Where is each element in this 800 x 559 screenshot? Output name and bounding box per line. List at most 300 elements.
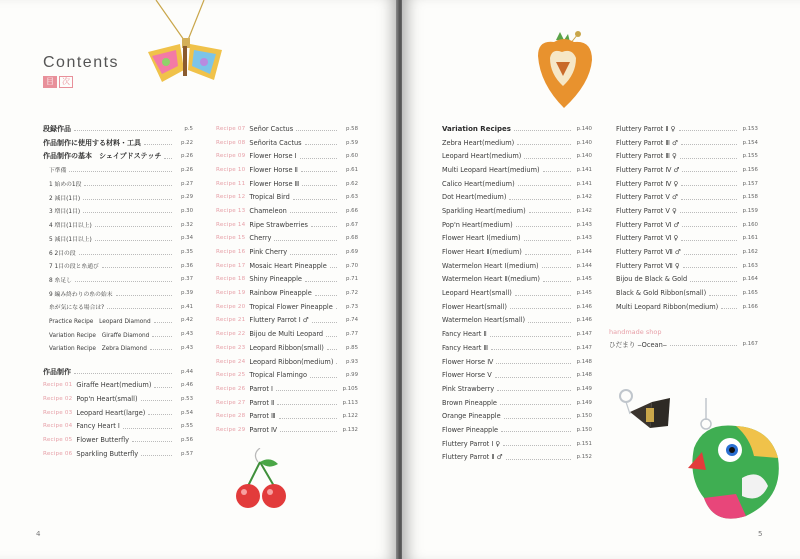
toc-page-number: p.145 [576,276,592,283]
toc-entry[interactable] [442,409,592,423]
toc-entry[interactable] [442,451,592,465]
leader-dots [312,322,337,323]
toc-entry[interactable] [442,327,592,341]
toc-entry[interactable] [442,163,592,177]
leader-dots [305,144,337,145]
toc-entry[interactable] [43,327,193,341]
leader-dots [490,336,571,337]
toc-page-number: p.85 [346,344,358,351]
toc-page-number: p.42 [181,317,193,324]
leader-dots [123,428,172,429]
toc-entry[interactable] [216,382,358,396]
leader-dots [681,240,737,241]
leader-dots [300,158,337,159]
toc-entry[interactable] [43,286,193,300]
toc-entry-title: Flower Horse Ⅱ [249,165,298,174]
recipe-number: Recipe 24 [216,358,246,365]
leader-dots [336,363,337,364]
leader-dots [302,185,337,186]
leader-dots [75,281,172,282]
leader-dots [148,414,172,415]
toc-entry-title: Parrot Ⅰ [249,384,273,393]
leader-dots [274,240,337,241]
toc-entry[interactable] [442,355,592,369]
leader-dots [528,322,571,323]
leader-dots [116,295,173,296]
toc-page-number: p.149 [576,399,592,406]
recipe-number: Recipe 28 [216,413,246,420]
toc-page-number: p.26 [181,153,193,160]
toc-page-number: p.99 [346,372,358,379]
toc-page-number: p.59 [346,139,358,146]
toc-entry[interactable] [216,245,358,259]
toc-entry-title: 作品制作に使用する材料・工具 [43,138,141,147]
toc-entry-title: Pop'n Heart(medium) [442,220,513,229]
toc-entry-title: Brown Pineapple [442,398,497,407]
toc-entry-title: 段録作品 [43,124,71,133]
toc-entry[interactable] [43,190,193,204]
toc-entry[interactable] [43,259,193,273]
leader-dots [503,445,571,446]
toc-entry[interactable] [442,245,592,259]
toc-entry[interactable] [442,232,592,246]
toc-entry-title: Black & Gold Ribbon(small) [616,289,707,298]
toc-page-number: p.158 [742,194,758,201]
toc-page-number: p.61 [346,166,358,173]
toc-entry[interactable] [442,286,592,300]
toc-page-number: p.36 [181,262,193,269]
leader-dots [721,308,737,309]
toc-entry-title: Chameleon [249,206,287,215]
toc-page-number: p.162 [742,249,758,256]
leader-dots [506,459,571,460]
leader-dots [684,254,737,255]
toc-page-number: p.62 [346,180,358,187]
toc-entry[interactable] [616,286,758,300]
toc-entry-title: Parrot Ⅱ [249,398,275,407]
toc-page-number: p.69 [346,249,358,256]
leader-dots [74,373,172,374]
toc-entry[interactable] [442,218,592,232]
toc-entry[interactable] [43,136,193,150]
leader-dots [141,400,172,401]
toc-entry[interactable] [216,396,358,410]
leader-dots [491,349,571,350]
toc-entry-title: Fluttery Parrot Ⅶ ♂ [616,248,681,257]
toc-entry-title: Fluttery Parrot Ⅳ ♀ [616,179,679,188]
toc-entry[interactable] [43,245,193,259]
toc-page-number: p.140 [576,125,592,132]
leader-dots [514,130,571,131]
toc-entry-title: Flower Horse Ⅲ [249,179,300,188]
leader-dots [524,158,571,159]
toc-entry[interactable] [216,177,358,191]
recipe-number: Recipe 17 [216,262,246,269]
toc-entry[interactable] [43,419,193,433]
toc-page-number: p.155 [742,153,758,160]
toc-page-number: p.113 [342,399,358,406]
toc-entry-title: Multi Leopard Ribbon(medium) [616,302,719,311]
parrot-pendant-image [684,398,794,528]
toc-entry[interactable] [616,149,758,163]
toc-page-number: p.22 [181,139,193,146]
toc-entry[interactable] [616,163,758,177]
toc-entry[interactable] [43,378,193,392]
leader-dots [543,171,571,172]
toc-page-number: p.142 [576,194,592,201]
leader-dots [525,254,571,255]
toc-entry-title: Bijou de Black & Gold [616,275,688,284]
toc-page-number: p.5 [184,125,193,132]
toc-entry[interactable] [216,300,358,314]
toc-entry-title: 作品制作 [43,367,71,376]
toc-entry-title: Fluttery Parrot Ⅰ ♀ [442,439,501,448]
leader-dots [315,295,337,296]
toc-page-number: p.160 [742,221,758,228]
toc-entry[interactable] [616,190,758,204]
toc-column-left-1 [43,122,193,461]
toc-entry-title: Multi Leopard Heart(medium) [442,165,540,174]
toc-entry[interactable] [216,218,358,232]
toc-entry[interactable] [43,392,193,406]
toc-entry-title: 6 2目の段 [49,250,76,257]
toc-entry[interactable] [442,136,592,150]
toc-entry[interactable] [216,204,358,218]
toc-entry-title: Rainbow Pineapple [249,289,312,298]
toc-entry-title: Flower Horse Ⅳ [442,357,494,366]
toc-entry[interactable] [43,406,193,420]
toc-page-number: p.34 [181,235,193,242]
toc-entry-title: Fluttery Parrot Ⅰ ♂ [249,316,309,325]
leader-dots [529,212,571,213]
toc-entry[interactable] [616,122,758,136]
toc-page-number: p.71 [346,276,358,283]
recipe-number: Recipe 29 [216,426,246,433]
toc-entry-title: Tropical Flower Pineapple [249,302,333,311]
toc-entry-title: Flower Butterfly [76,435,130,444]
toc-entry[interactable] [442,396,592,410]
leader-dots [83,199,172,200]
leader-dots [500,404,571,405]
toc-entry[interactable] [43,365,193,379]
toc-entry-title: 7 1目の段と糸通び [49,264,99,271]
toc-page-number: p.68 [346,235,358,242]
toc-page-number: p.147 [576,331,592,338]
toc-entry-title: Variation Recipes [442,124,511,133]
toc-page-number: p.154 [742,139,758,146]
toc-page-number: p.58 [346,125,358,132]
toc-page-number: p.146 [576,317,592,324]
toc-entry[interactable] [442,300,592,314]
toc-page-number: p.27 [181,180,193,187]
recipe-number: Recipe 08 [216,139,246,146]
leader-dots [152,336,172,337]
recipe-number: Recipe 27 [216,399,246,406]
page-number-left: 4 [36,530,41,538]
toc-entry-title: Bijou de Multi Leopard [249,330,324,339]
toc-entry-title: Dot Heart(medium) [442,193,507,202]
toc-page-number: p.57 [181,450,193,457]
toc-entry[interactable] [216,232,358,246]
recipe-number: Recipe 06 [43,450,73,457]
toc-entry[interactable] [616,177,758,191]
toc-column-right-2 [616,122,758,314]
recipe-number: Recipe 13 [216,207,246,214]
leader-dots [682,171,737,172]
toc-entry[interactable] [616,300,758,314]
leader-dots [69,171,172,172]
toc-page-number: p.149 [576,385,592,392]
toc-page-number: p.66 [346,207,358,214]
leader-dots [517,144,571,145]
toc-entry-title: Flower Pineapple [442,425,499,434]
toc-entry-title: 下準備 [49,168,67,175]
toc-page-number: p.67 [346,221,358,228]
recipe-number: Recipe 04 [43,423,73,430]
toc-entry-title: Fluttery Parrot Ⅲ ♂ [616,138,678,147]
toc-entry-title: Zebra Heart(medium) [442,138,515,147]
leader-dots [336,308,337,309]
toc-page-number: p.55 [181,423,193,430]
shop-entry-row[interactable] [609,337,758,351]
toc-entry[interactable] [616,136,758,150]
toc-entry[interactable] [43,341,193,355]
toc-entry-title: Fluttery Parrot Ⅴ ♀ [616,206,677,215]
toc-entry-title: Pop'n Heart(small) [76,394,138,403]
shop-heading-row [609,326,758,337]
toc-entry-title: 作品制作の基本 シェイプドステッチ [43,152,162,161]
toc-entry[interactable] [616,259,758,273]
toc-page-number: p.144 [576,249,592,256]
toc-entry[interactable] [442,273,592,287]
leader-dots [280,431,337,432]
toc-page-number: p.151 [576,440,592,447]
toc-entry-title: 2 減目(1目) [49,195,81,202]
toc-page-number: p.140 [576,139,592,146]
recipe-number: Recipe 03 [43,409,73,416]
toc-entry[interactable] [216,190,358,204]
toc-entry[interactable] [442,259,592,273]
toc-entry[interactable] [43,232,193,246]
toc-entry[interactable] [442,122,592,136]
toc-entry[interactable] [442,190,592,204]
toc-page-number: p.93 [346,358,358,365]
leader-dots [542,267,571,268]
toc-page-number: p.148 [576,372,592,379]
toc-entry[interactable] [216,341,358,355]
toc-entry-title: Ripe Strawberries [249,220,308,229]
toc-page-number: p.56 [181,436,193,443]
toc-entry[interactable] [616,218,758,232]
leader-dots [709,295,737,296]
toc-entry[interactable] [616,232,758,246]
toc-entry-title: Variation Recipe Zebra Diamond [49,346,147,353]
recipe-number: Recipe 25 [216,372,246,379]
toc-entry[interactable] [442,368,592,382]
toc-page-number: p.105 [342,385,358,392]
leader-dots [497,390,571,391]
toc-page-number: p.141 [576,180,592,187]
toc-entry[interactable] [43,149,193,163]
toc-entry-title: Fluttery Parrot Ⅴ ♂ [616,193,678,202]
toc-entry[interactable] [216,136,358,150]
leader-dots [301,171,337,172]
leader-dots [164,158,172,159]
toc-entry[interactable] [216,163,358,177]
recipe-number: Recipe 18 [216,276,246,283]
toc-entry[interactable] [43,122,193,136]
toc-entry[interactable] [216,423,358,437]
leader-dots [681,185,737,186]
butterfly-pendant-image [140,0,230,92]
leader-dots [150,349,172,350]
toc-entry[interactable] [216,409,358,423]
leader-dots [670,345,737,346]
toc-entry[interactable] [43,300,193,314]
toc-entry-title: Watermelon Heart Ⅱ(medium) [442,275,540,284]
recipe-number: Recipe 22 [216,331,246,338]
toc-page-number: p.44 [181,368,193,375]
toc-entry[interactable] [216,314,358,328]
toc-entry[interactable] [43,218,193,232]
toc-page-number: p.157 [742,180,758,187]
toc-entry[interactable] [216,122,358,136]
toc-page-number: p.161 [742,235,758,242]
leader-dots [276,390,337,391]
toc-column-right-1 [442,122,592,464]
toc-entry[interactable] [616,245,758,259]
toc-entry[interactable] [43,314,193,328]
leader-dots [95,240,172,241]
toc-page-number: p.166 [742,303,758,310]
leader-dots [681,199,737,200]
right-page [402,0,800,559]
toc-entry[interactable] [43,163,193,177]
toc-page-number: p.140 [576,153,592,160]
leader-dots [84,185,172,186]
recipe-number: Recipe 19 [216,290,246,297]
toc-entry[interactable] [43,433,193,447]
toc-page-number: p.30 [181,207,193,214]
toc-entry-title: 4 増目(1目以上) [49,223,92,230]
toc-page-number: p.145 [576,290,592,297]
toc-entry[interactable] [442,437,592,451]
ribbon-earring-image [612,384,672,444]
toc-entry[interactable] [216,286,358,300]
toc-entry[interactable] [43,204,193,218]
leader-dots [305,281,337,282]
toc-page-number: p.141 [576,166,592,173]
shop-name: ひだまり ‒Ocean‒ [609,340,667,349]
toc-page-number: p.63 [346,194,358,201]
toc-page-number: p.147 [576,344,592,351]
toc-page-number: p.70 [346,262,358,269]
toc-entry[interactable] [442,314,592,328]
pineapple-heart-pendant-image [530,28,600,112]
leader-dots [74,130,172,131]
recipe-number: Recipe 10 [216,166,246,173]
recipe-number: Recipe 05 [43,436,73,443]
toc-entry[interactable] [616,273,758,287]
leader-dots [516,226,571,227]
toc-entry-title: Leopard Ribbon(small) [249,343,324,352]
leader-dots [311,226,337,227]
leader-dots [293,199,337,200]
toc-entry[interactable] [442,177,592,191]
toc-page-number: p.159 [742,207,758,214]
toc-entry-title: Fluttery Parrot Ⅵ ♂ [616,220,680,229]
leader-dots [495,377,571,378]
leader-dots [504,418,571,419]
toc-entry[interactable] [442,423,592,437]
leader-dots [680,212,737,213]
toc-entry[interactable] [216,273,358,287]
toc-entry-title: Calico Heart(medium) [442,179,515,188]
toc-entry[interactable] [616,204,758,218]
leader-dots [501,431,571,432]
leader-dots [496,363,571,364]
leader-dots [102,267,172,268]
leader-dots [330,267,337,268]
toc-entry-title: Fancy Heart Ⅰ [76,422,120,431]
toc-entry[interactable] [442,149,592,163]
cherry-earring-image [230,448,300,518]
toc-page-number: p.165 [742,290,758,297]
toc-entry[interactable] [43,447,193,461]
toc-entry-title: Flower Heart Ⅰ(medium) [442,234,521,243]
toc-entry-title: Fluttery Parrot Ⅳ ♂ [616,165,680,174]
leader-dots [290,212,337,213]
toc-entry[interactable] [216,149,358,163]
toc-entry-title: 5 減目(1目以上) [49,236,92,243]
toc-page-number: p.35 [181,249,193,256]
toc-entry-title: Tropical Bird [249,193,290,202]
recipe-number: Recipe 14 [216,221,246,228]
toc-entry[interactable] [216,259,358,273]
leader-dots [279,418,337,419]
leader-dots [509,199,571,200]
toc-entry-title: Flower Horse Ⅴ [442,371,492,380]
leader-dots [290,254,337,255]
recipe-number: Recipe 23 [216,344,246,351]
leader-dots [310,377,337,378]
toc-entry[interactable] [43,273,193,287]
toc-entry-title: Señor Cactus [249,124,294,133]
leader-dots [682,226,737,227]
leader-dots [107,308,172,309]
toc-page-number: p.146 [576,303,592,310]
toc-entry[interactable] [216,327,358,341]
leader-dots [683,267,737,268]
toc-entry-title: Parrot Ⅳ [249,425,278,434]
toc-page-number: p.150 [576,426,592,433]
toc-entry[interactable] [442,341,592,355]
page-number-right: 5 [758,530,763,538]
toc-entry-title: Fluttery Parrot Ⅶ ♀ [616,261,680,270]
toc-entry-title: Cherry [249,234,272,243]
leader-dots [132,441,172,442]
toc-entry[interactable] [442,204,592,218]
toc-entry[interactable] [216,368,358,382]
toc-entry[interactable] [43,177,193,191]
toc-entry-title: Giraffe Heart(medium) [76,381,152,390]
toc-page-number: p.77 [346,331,358,338]
title-kanji-badge [43,76,73,88]
shop-label: handmade shop [609,327,662,336]
toc-entry-title: Watermelon Heart(small) [442,316,526,325]
toc-entry[interactable] [216,355,358,369]
toc-entry[interactable] [442,382,592,396]
